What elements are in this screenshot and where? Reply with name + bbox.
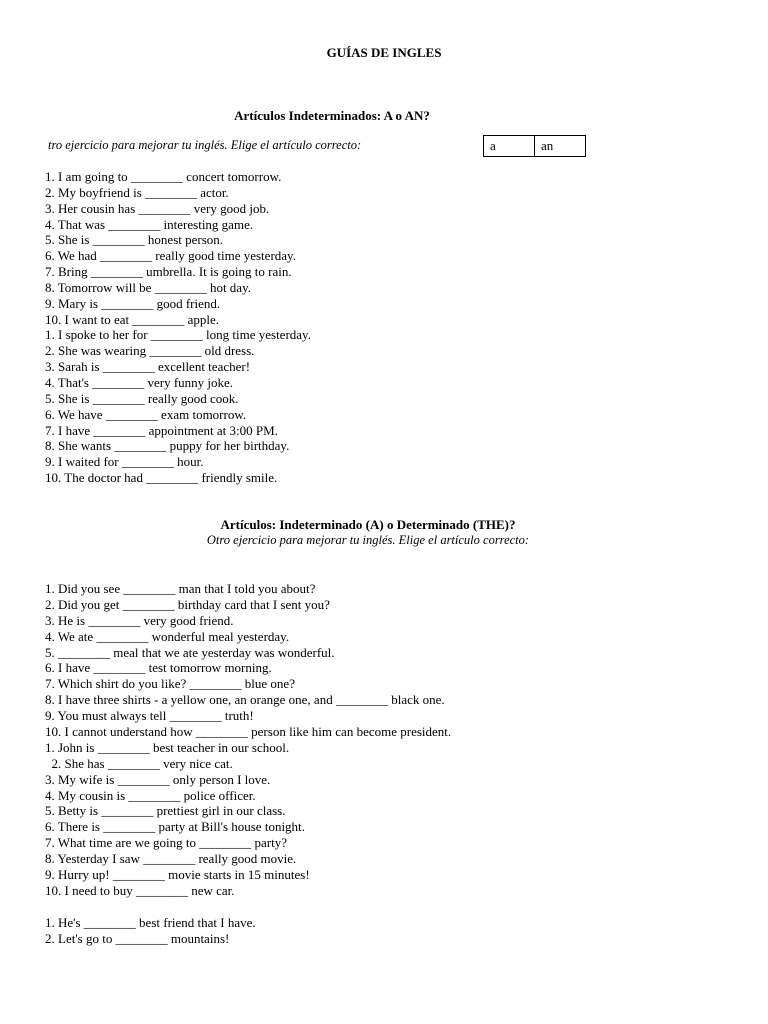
section1-title: Artículos Indeterminados: A o AN? (234, 108, 430, 123)
exercise-item: 7. I have ________ appointment at 3:00 PM. (45, 422, 278, 438)
exercise-item: 4. That's ________ very funny joke. (45, 374, 234, 390)
exercise-item: 1. He's ________ best friend that I have. (45, 915, 256, 930)
section1-instruction: tro ejercicio para mejorar tu inglés. Elige el artículo correcto: (48, 138, 362, 152)
exercise-item: 10. The doctor had ________ friendly smile. (45, 470, 278, 486)
exercise-item: 4. My cousin is ________ police officer. (45, 787, 256, 803)
exercise-item: 3. Her cousin has ________ very good job. (45, 200, 270, 216)
exercise-item: 8. Tomorrow will be ________ hot day. (45, 279, 251, 295)
exercise-item: 1. Did you see ________ man that I told you about? (45, 581, 316, 596)
exercise-item: 6. We have ________ exam tomorrow. (45, 406, 247, 422)
exercise-item: 10. I cannot understand how ________ person like him can become president. (45, 724, 452, 740)
exercise-item: 7. Which shirt do you like? ________ blue one? (45, 676, 295, 692)
exercise-item: 4. That was ________ interesting game. (45, 216, 254, 232)
exercise-item: 6. We had ________ really good time yesterday. (45, 248, 296, 264)
exercise-item: 6. I have ________ test tomorrow morning. (45, 660, 272, 676)
exercise-item: 2. She has ________ very nice cat. (45, 755, 233, 771)
exercise-item: 8. She wants ________ puppy for her birthday. (45, 438, 290, 454)
exercise-item: 1. I am going to ________ concert tomorrow. (45, 169, 282, 184)
exercise-item: 9. Hurry up! ________ movie starts in 15 minutes! (45, 867, 310, 883)
exercise-item: 5. Betty is ________ prettiest girl in our class. (45, 803, 286, 819)
exercise-item: 10. I need to buy ________ new car. (45, 882, 235, 898)
exercise-item: 9. I waited for ________ hour. (45, 454, 204, 470)
exercise-item: 3. Sarah is ________ excellent teacher! (45, 359, 251, 375)
exercise-item: 10. I want to eat ________ apple. (45, 311, 220, 327)
section2-title: Artículos: Indeterminado (A) o Determinado (THE)? (220, 517, 516, 532)
exercise-item: 3. He is ________ very good friend. (45, 612, 234, 628)
exercise-item: 1. I spoke to her for ________ long time yesterday. (45, 327, 311, 343)
section2-instruction: Otro ejercicio para mejorar tu inglés. Elige el artículo correcto: (206, 533, 530, 547)
document-title: GUÍAS DE INGLES (326, 45, 442, 60)
exercise-item: 2. My boyfriend is ________ actor. (45, 184, 229, 200)
exercise-item: 5. She is ________ honest person. (45, 232, 224, 248)
exercise-item: 5. She is ________ really good cook. (45, 390, 239, 406)
section2-exercise-list (45, 581, 451, 899)
exercise-item: 2. She was wearing ________ old dress. (45, 343, 255, 359)
exercise-item: 8. Yesterday I saw ________ really good movie. (45, 851, 297, 867)
exercise-item: 4. We ate ________ wonderful meal yesterday. (45, 628, 290, 644)
section2-extra-exercise-list (45, 915, 256, 947)
exercise-item: 2. Let's go to ________ mountains! (45, 930, 230, 946)
choice-an: an (541, 138, 554, 153)
section1-exercise-list (45, 169, 311, 486)
exercise-item: 9. You must always tell ________ truth! (45, 708, 254, 724)
exercise-item: 9. Mary is ________ good friend. (45, 295, 221, 311)
exercise-item: 8. I have three shirts - a yellow one, an orange one, and ________ black one. (45, 692, 445, 708)
exercise-item: 1. John is ________ best teacher in our school. (45, 739, 290, 755)
exercise-item: 7. Bring ________ umbrella. It is going to rain. (45, 264, 292, 280)
exercise-item: 6. There is ________ party at Bill's house tonight. (45, 819, 305, 835)
exercise-item: 3. My wife is ________ only person I love. (45, 771, 271, 787)
choice-a: a (484, 136, 535, 156)
exercise-item: 5. ________ meal that we ate yesterday was wonderful. (45, 644, 335, 660)
answer-choices-table (483, 135, 586, 157)
exercise-item: 7. What time are we going to ________ party? (45, 835, 288, 851)
exercise-item: 2. Did you get ________ birthday card that I sent you? (45, 596, 330, 612)
